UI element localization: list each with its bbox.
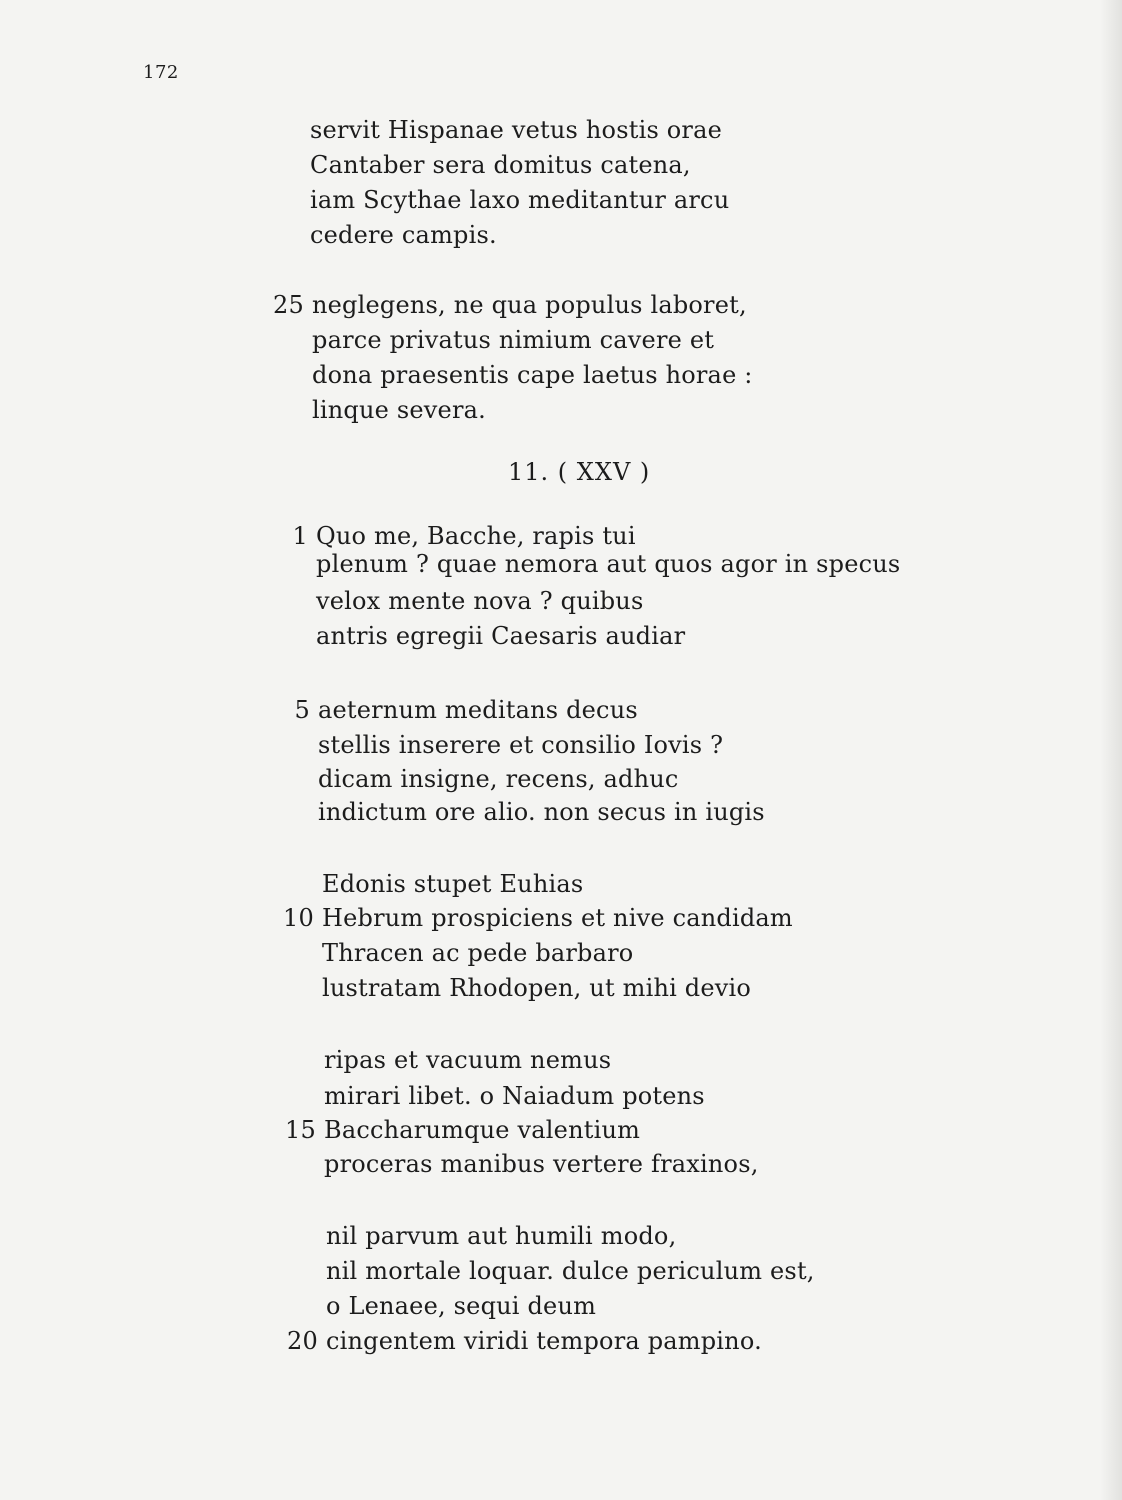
verse-text: dona praesentis cape laetus horae : xyxy=(312,361,753,389)
verse-line xyxy=(318,761,679,797)
verse-line xyxy=(318,794,765,830)
verse-line xyxy=(324,1146,759,1182)
verse-text: nil mortale loquar. dulce periculum est, xyxy=(326,1257,815,1285)
verse-text: iam Scythae laxo meditantur arcu xyxy=(310,186,730,214)
verse-text: cingentem viridi tempora pampino. xyxy=(326,1327,762,1355)
verse-line xyxy=(326,1288,596,1324)
verse-line xyxy=(310,147,691,183)
verse-text: Edonis stupet Euhias xyxy=(322,870,584,898)
verse-text: lustratam Rhodopen, ut mihi devio xyxy=(322,974,752,1002)
verse-line xyxy=(294,692,638,728)
verse-text: stellis inserere et consilio Iovis ? xyxy=(318,731,724,759)
verse-line xyxy=(310,112,722,148)
verse-line xyxy=(322,866,583,902)
verse-text: neglegens, ne qua populus laboret, xyxy=(312,291,747,319)
verse-text: ripas et vacuum nemus xyxy=(324,1046,612,1074)
line-number: 25 xyxy=(273,291,304,319)
page-edge-shadow xyxy=(1100,0,1122,1500)
verse-line xyxy=(318,727,723,763)
verse-line xyxy=(283,900,793,936)
verse-line xyxy=(310,182,729,218)
verse-text: o Lenaee, sequi deum xyxy=(326,1292,597,1320)
line-number: 10 xyxy=(283,904,314,932)
verse-text: Thracen ac pede barbaro xyxy=(322,939,634,967)
verse-line xyxy=(316,546,900,582)
verse-text: mirari libet. o Naiadum potens xyxy=(324,1082,705,1110)
verse-line xyxy=(310,217,497,253)
verse-text: cedere campis. xyxy=(310,221,497,249)
verse-line xyxy=(324,1042,611,1078)
verse-line xyxy=(316,618,685,654)
verse-line xyxy=(312,392,486,428)
line-number: 15 xyxy=(285,1116,316,1144)
verse-line xyxy=(273,287,747,323)
verse-line xyxy=(316,583,643,619)
verse-text: Hebrum prospiciens et nive candidam xyxy=(322,904,793,932)
verse-text: plenum ? quae nemora aut quos agor in specus xyxy=(316,550,901,578)
line-number: 20 xyxy=(287,1327,318,1355)
verse-text: antris egregii Caesaris audiar xyxy=(316,622,686,650)
verse-text: proceras manibus vertere fraxinos, xyxy=(324,1150,759,1178)
verse-text: aeternum meditans decus xyxy=(318,696,638,724)
verse-line xyxy=(326,1218,676,1254)
verse-text: dicam insigne, recens, adhuc xyxy=(318,765,679,793)
line-number: 1 xyxy=(292,522,308,550)
verse-line xyxy=(312,322,714,358)
verse-text: velox mente nova ? quibus xyxy=(316,587,644,615)
verse-text: indictum ore alio. non secus in iugis xyxy=(318,798,765,826)
verse-line xyxy=(322,935,633,971)
verse-line xyxy=(285,1112,641,1148)
poem-heading: 11. ( XXV ) xyxy=(508,458,651,486)
verse-line xyxy=(287,1323,762,1359)
verse-text: servit Hispanae vetus hostis orae xyxy=(310,116,723,144)
verse-line xyxy=(312,357,753,393)
verse-line xyxy=(326,1253,815,1289)
verse-line xyxy=(324,1078,705,1114)
line-number: 5 xyxy=(294,696,310,724)
verse-text: linque severa. xyxy=(312,396,486,424)
verse-text: nil parvum aut humili modo, xyxy=(326,1222,677,1250)
verse-line xyxy=(322,970,751,1006)
verse-text: parce privatus nimium cavere et xyxy=(312,326,715,354)
verse-text: Baccharumque valentium xyxy=(324,1116,641,1144)
verse-text: Cantaber sera domitus catena, xyxy=(310,151,691,179)
page-number: 172 xyxy=(143,62,179,83)
verse-text: Quo me, Bacche, rapis tui xyxy=(316,522,636,550)
